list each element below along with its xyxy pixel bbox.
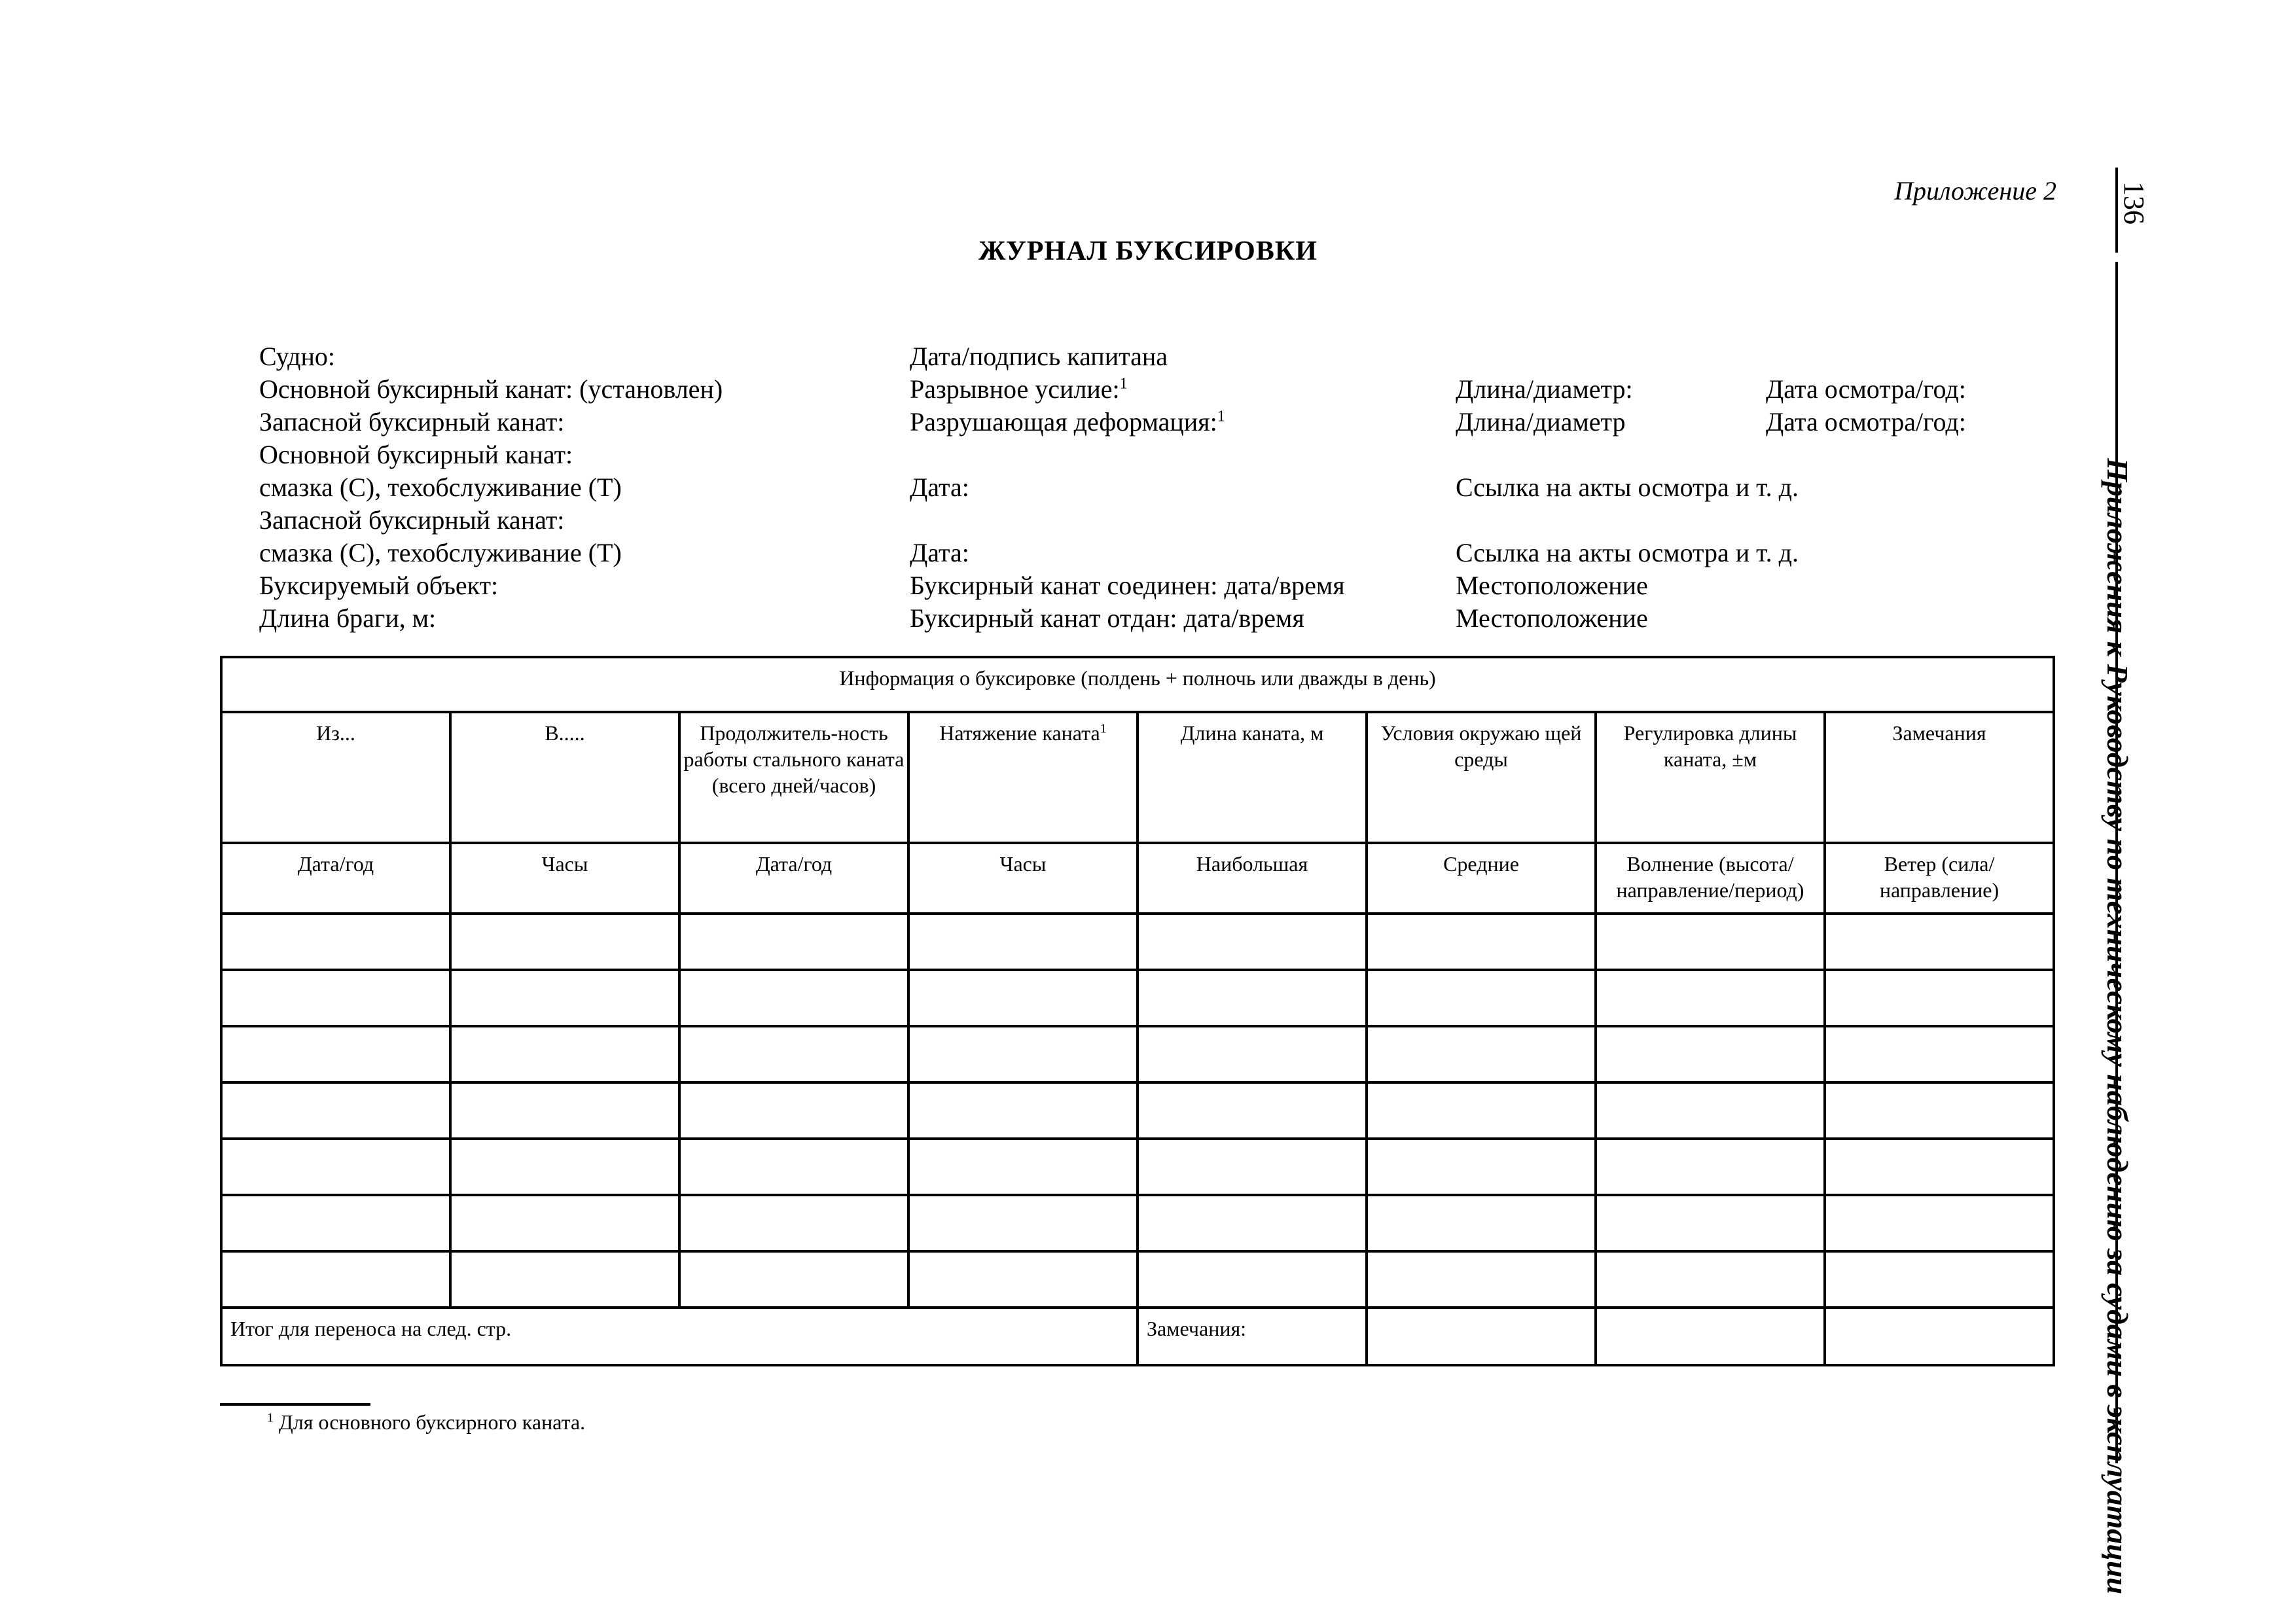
table-cell xyxy=(450,1139,679,1195)
table-cell xyxy=(1367,914,1596,970)
table-cell xyxy=(1596,1195,1825,1251)
field-towed-object: Буксируемый объект: xyxy=(259,571,499,600)
table-cell xyxy=(1367,970,1596,1026)
table-cell xyxy=(221,1026,450,1082)
field-main-rope-maint: Основной буксирный канат: xyxy=(259,440,573,469)
table-cell xyxy=(908,1026,1138,1082)
header-cell: Натяжение каната$^1$ xyxy=(908,712,1138,843)
field-main-reports-ref: Ссылка на акты осмотра и т. д. xyxy=(1456,473,1799,502)
field-bridle-length: Длина браги, м: xyxy=(259,603,437,633)
table-cell xyxy=(679,1195,908,1251)
table-header-row xyxy=(221,712,2054,843)
table-cell xyxy=(450,1026,679,1082)
table-cell xyxy=(221,914,450,970)
table-cell xyxy=(450,1195,679,1251)
field-spare-rope: Запасной буксирный канат: xyxy=(259,407,565,437)
table-row xyxy=(221,914,2054,970)
table-cell xyxy=(1596,970,1825,1026)
footnote: $^1$ Для основного буксирного каната. xyxy=(267,1410,586,1434)
table-cell xyxy=(908,1195,1138,1251)
table-cell xyxy=(908,914,1138,970)
table-cell xyxy=(221,1082,450,1139)
table-cell xyxy=(679,914,908,970)
towing-log-table xyxy=(220,656,2055,1366)
table-cell xyxy=(908,1251,1138,1308)
table-cell xyxy=(908,1082,1138,1139)
table-cell xyxy=(1596,1082,1825,1139)
header-cell: Длина каната, м xyxy=(1138,712,1367,843)
table-cell xyxy=(1138,1251,1367,1308)
field-main-maint-date: Дата: xyxy=(910,473,969,502)
page-title: ЖУРНАЛ БУКСИРОВКИ xyxy=(978,236,1318,266)
field-spare-maint-date: Дата: xyxy=(910,538,969,567)
field-vessel: Судно: xyxy=(259,342,336,371)
table-cell xyxy=(1367,1308,1596,1365)
table-cell xyxy=(221,1139,450,1195)
table-cell xyxy=(450,1251,679,1308)
subheader-cell: Ветер (сила/направление) xyxy=(1825,843,2054,914)
table-cell xyxy=(1596,914,1825,970)
field-spare-inspection-date: Дата осмотра/год: xyxy=(1766,407,1966,437)
header-cell: Из... xyxy=(221,712,450,843)
table-cell xyxy=(1367,1195,1596,1251)
table-row xyxy=(221,1082,2054,1139)
table-cell xyxy=(1138,914,1367,970)
table-cell xyxy=(1138,1195,1367,1251)
field-main-length-diameter: Длина/диаметр: xyxy=(1456,374,1633,404)
footer-remarks-label: Замечания: xyxy=(1138,1308,1367,1365)
table-cell xyxy=(221,970,450,1026)
field-connected-location: Местоположение xyxy=(1456,571,1648,600)
table-cell xyxy=(679,1026,908,1082)
table-cell xyxy=(1825,1251,2054,1308)
subheader-cell: Дата/год xyxy=(679,843,908,914)
table-cell xyxy=(679,1139,908,1195)
table-cell xyxy=(1825,1195,2054,1251)
subheader-cell: Часы xyxy=(908,843,1138,914)
page-number: 136 xyxy=(2118,181,2150,224)
table-cell xyxy=(450,914,679,970)
table-cell xyxy=(1825,1139,2054,1195)
table-cell xyxy=(1825,1082,2054,1139)
table-row xyxy=(221,1251,2054,1308)
field-breaking-strain: Разрушающая деформация:$^1$ xyxy=(910,407,1225,437)
table-caption-row xyxy=(221,657,2054,712)
table-cell xyxy=(1367,1082,1596,1139)
field-main-inspection-date: Дата осмотра/год: xyxy=(1766,374,1966,404)
table-cell xyxy=(1138,1139,1367,1195)
header-cell: В..... xyxy=(450,712,679,843)
table-cell xyxy=(1825,914,2054,970)
table-cell xyxy=(1138,1082,1367,1139)
header-cell: Замечания xyxy=(1825,712,2054,843)
table-footer-row xyxy=(221,1308,2054,1365)
field-breaking-load: Разрывное усилие:$^1$ xyxy=(910,374,1128,404)
table-cell xyxy=(1138,970,1367,1026)
table-caption: Информация о буксировке (полдень + полночь или дважды в день) xyxy=(221,657,2054,712)
table-cell xyxy=(450,970,679,1026)
table-cell xyxy=(679,1082,908,1139)
table-row xyxy=(221,1026,2054,1082)
field-spare-rope-maint: Запасной буксирный канат: xyxy=(259,505,565,535)
table-cell xyxy=(1825,1308,2054,1365)
table-cell xyxy=(1367,1026,1596,1082)
table-cell xyxy=(1825,1026,2054,1082)
header-cell: Условия окружаю щей среды xyxy=(1367,712,1596,843)
field-released-datetime: Буксирный канат отдан: дата/время xyxy=(910,603,1304,633)
table-cell xyxy=(1367,1139,1596,1195)
field-connected-datetime: Буксирный канат соединен: дата/время xyxy=(910,571,1345,600)
table-row xyxy=(221,970,2054,1026)
table-cell xyxy=(679,970,908,1026)
table-cell xyxy=(221,1251,450,1308)
carry-over-total: Итог для переноса на след. стр. xyxy=(221,1308,1138,1365)
table-row xyxy=(221,1139,2054,1195)
table-cell xyxy=(1825,970,2054,1026)
table-cell xyxy=(221,1195,450,1251)
table-cell xyxy=(679,1251,908,1308)
field-captain-signature: Дата/подпись капитана xyxy=(910,342,1168,371)
table-cell xyxy=(908,970,1138,1026)
header-cell: Регулировка длины каната, ±м xyxy=(1596,712,1825,843)
table-cell xyxy=(1596,1026,1825,1082)
subheader-cell: Часы xyxy=(450,843,679,914)
table-cell xyxy=(908,1139,1138,1195)
header-cell: Продолжитель-ность работы стального каната (всего дней/часов) xyxy=(679,712,908,843)
field-spare-reports-ref: Ссылка на акты осмотра и т. д. xyxy=(1456,538,1799,567)
table-subheader-row xyxy=(221,843,2054,914)
table-cell xyxy=(450,1082,679,1139)
table-cell xyxy=(1596,1251,1825,1308)
subheader-cell: Средние xyxy=(1367,843,1596,914)
appendix-label: Приложение 2 xyxy=(1894,176,2056,205)
subheader-cell: Дата/год xyxy=(221,843,450,914)
table-cell xyxy=(1138,1026,1367,1082)
field-released-location: Местоположение xyxy=(1456,603,1648,633)
footnote-rule xyxy=(220,1403,370,1406)
subheader-cell: Волнение (высота/направление/период) xyxy=(1596,843,1825,914)
field-main-lubrication: смазка (С), техобслуживание (Т) xyxy=(259,473,622,502)
field-main-rope: Основной буксирный канат: (установлен) xyxy=(259,374,723,404)
subheader-cell: Наибольшая xyxy=(1138,843,1367,914)
table-cell xyxy=(1596,1139,1825,1195)
table-row xyxy=(221,1195,2054,1251)
table-cell xyxy=(1367,1251,1596,1308)
field-spare-length-diameter: Длина/диаметр xyxy=(1456,407,1626,437)
table-cell xyxy=(1596,1308,1825,1365)
field-spare-lubrication: смазка (С), техобслуживание (Т) xyxy=(259,538,622,567)
